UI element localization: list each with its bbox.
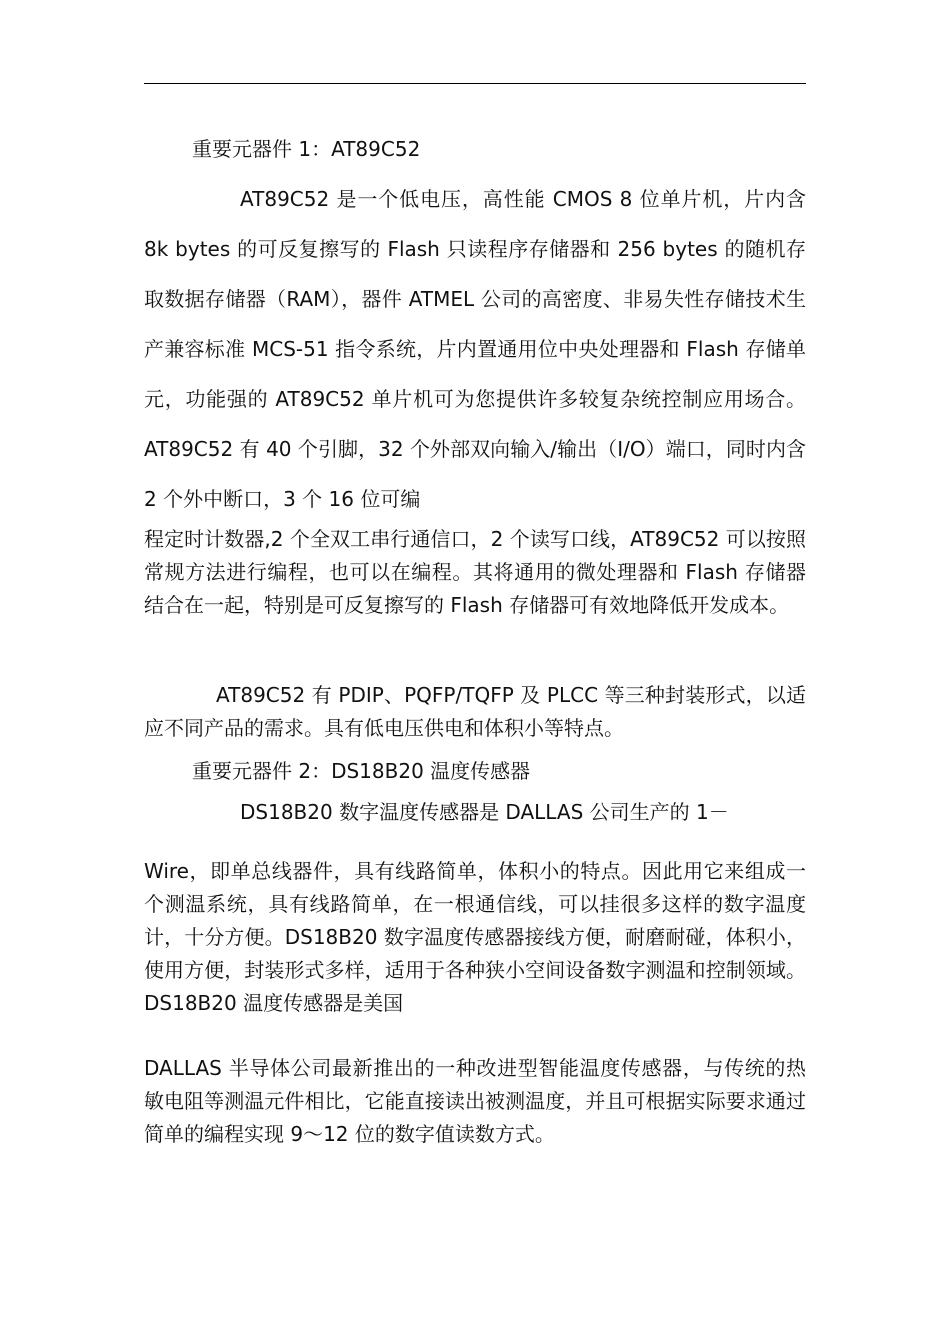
paragraph-ds18b20-intro: DS18B20 数字温度传感器是 DALLAS 公司生产的 1－ (240, 800, 729, 824)
paragraph-ds18b20-details: DALLAS 半导体公司最新推出的一种改进型智能温度传感器，与传统的热敏电阻等测温元件相比，它能直接读出被测温度，并且可根据实际要求通过简单的编程实现 9～12 位的数字值读数方式。 (144, 1056, 806, 1146)
paragraph-at89c52-packages: AT89C52 有 PDIP、PQFP/TQFP 及 PLCC 等三种封装形式，以适应不同产品的需求。具有低电压供电和体积小等特点。 (144, 683, 806, 740)
paragraph-at89c52-intro: AT89C52 是一个低电压，高性能 CMOS 8 位单片机，片内含 8k bytes 的可反复擦写的 Flash 只读程序存储器和 256 bytes 的随机存取数据存储器（RAM），器件 ATMEL 公司的高密度、非易失性存储技术生产兼容标准 MCS-51 指令系统，片内置通用位中央处理器和 Flash 存储单元，功能强的 AT89C52 单片机可为您提供许多较复杂统控制应用场合。AT89C52 有 40 个引脚，32 个外部双向输入/输出（I/O）端口，同时内含 2 个外中断口，3 个 16 位可编 (144, 187, 806, 511)
paragraph-at89c52-continued: 程定时计数器,2 个全双工串行通信口，2 个读写口线，AT89C52 可以按照常规方法进行编程，也可以在编程。其将通用的微处理器和 Flash 存储器结合在一起，特别是可反复擦写的 Flash 存储器可有效地降低开发成本。 (144, 527, 806, 617)
heading-component-1: 重要元器件 1：AT89C52 (192, 137, 421, 161)
heading-component-2: 重要元器件 2：DS18B20 温度传感器 (192, 759, 531, 783)
paragraph-ds18b20-features: Wire，即单总线器件，具有线路简单，体积小的特点。因此用它来组成一个测温系统，具有线路简单，在一根通信线，可以挂很多这样的数字温度计，十分方便。DS18B20 数字温度传感器接线方便，耐磨耐碰，体积小，使用方便，封装形式多样，适用于各种狭小空间设备数字测温和控制领域。DS18B20 温度传感器是美国 (144, 859, 806, 1015)
header-rule (144, 83, 806, 84)
